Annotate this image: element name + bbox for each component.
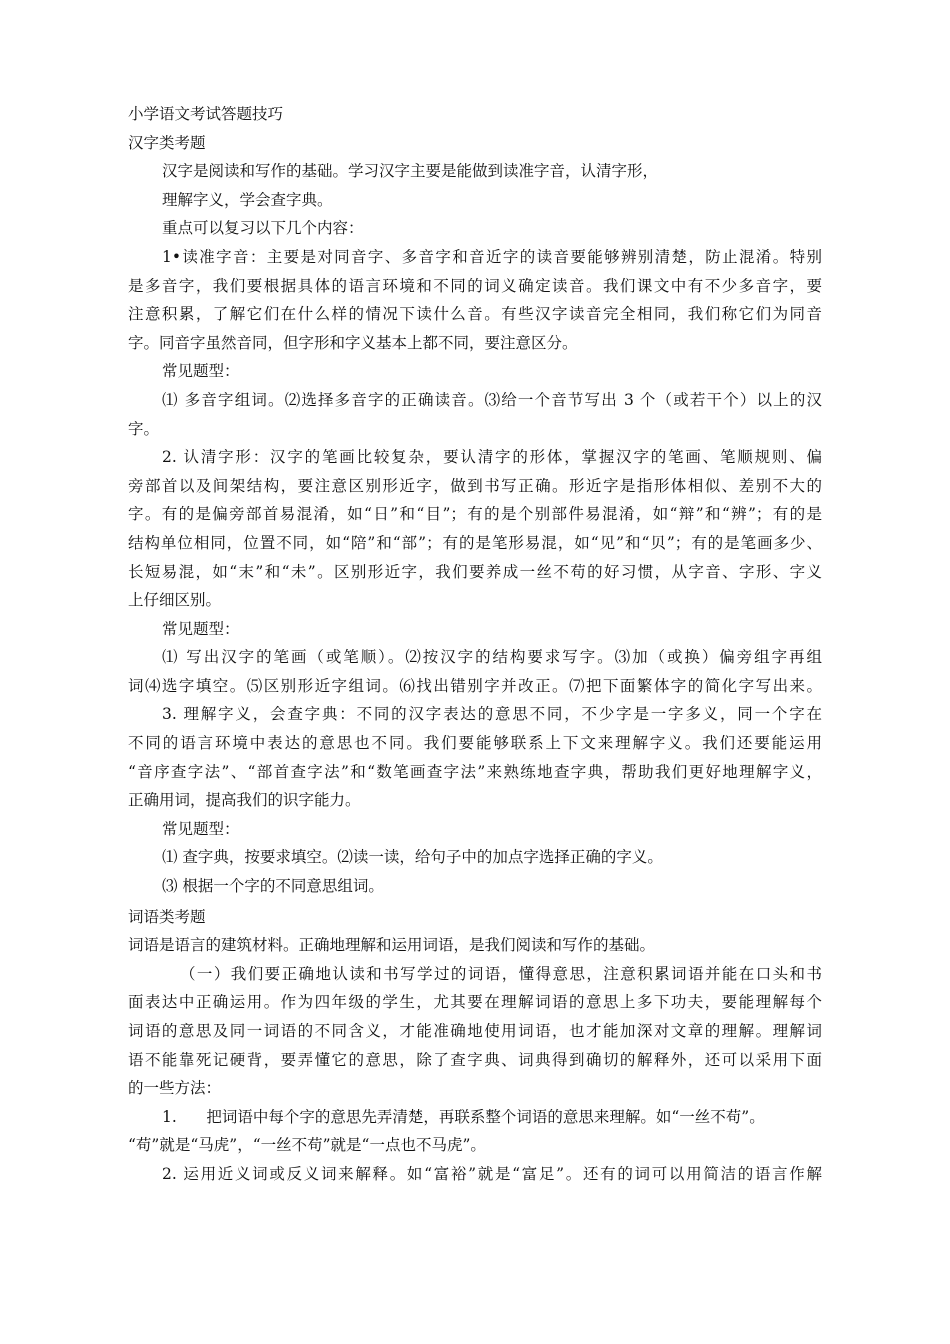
paragraph-line: 不同的语言环境中表达的意思也不同。我们要能够联系上下文来理解字义。我们还要能运用 xyxy=(128,734,822,753)
intro-line: 汉字是阅读和写作的基础。学习汉字主要是能做到读准字音，认清字形， xyxy=(162,162,659,181)
paragraph-line: “音序查字法”、“部首查字法”和“数笔画查字法”来熟练地查字典，帮助我们更好地理解字义， xyxy=(128,762,822,781)
common-types-label: 常见题型： xyxy=(162,619,240,638)
paragraph-line: 旁部首以及间架结构，要注意区别形近字，做到书写正确。形近字是指形体相似、差别不大的 xyxy=(128,476,822,495)
paragraph-line: 面表达中正确运用。作为四年级的学生，尤其要在理解词语的意思上多下功夫，要能理解每个 xyxy=(128,993,822,1012)
common-types-label: 常见题型： xyxy=(162,362,240,381)
paragraph-line: 注意积累，了解它们在什么样的情况下读什么音。有些汉字读音完全相同，我们称它们为同音 xyxy=(128,305,822,324)
paragraph-line: 字。有的是偏旁部首易混淆，如“日”和“目”；有的是个别部件易混淆，如“辩”和“辨”；有的是 xyxy=(128,505,822,524)
types-line: ⑶ 根据一个字的不同意思组词。 xyxy=(162,877,384,896)
paragraph-line: 语不能靠死记硬背，要弄懂它的意思，除了查字典、词典得到确切的解释外，还可以采用下面 xyxy=(128,1050,822,1069)
types-line: ⑴ 多音字组词。⑵选择多音字的正确读音。⑶给一个音节写出 3 个（或若干个）以上的汉 xyxy=(162,390,822,409)
paragraph-line: 1. 把词语中每个字的意思先弄清楚，再联系整个词语的意思来理解。如“一丝不苟”。 xyxy=(162,1107,765,1126)
document-title: 小学语文考试答题技巧 xyxy=(128,105,284,123)
types-line: ⑴ 写出汉字的笔画（或笔顺）。⑵按汉字的结构要求写字。⑶加（或换）偏旁组字再组 xyxy=(162,648,822,667)
intro-line: 理解字义，学会查字典。 xyxy=(162,190,333,209)
paragraph-line: 是多音字，我们要根据具体的语言环境和不同的词义确定读音。我们课文中有不少多音字，要 xyxy=(128,276,822,295)
paragraph-line: 2. 认清字形：汉字的笔画比较复杂，要认清字的形体，掌握汉字的笔画、笔顺规则、偏 xyxy=(162,448,822,467)
paragraph-line: 字。同音字虽然音同，但字形和字义基本上都不同，要注意区分。 xyxy=(128,333,578,352)
types-line: 字。 xyxy=(128,419,160,438)
paragraph-line: 3. 理解字义，会查字典：不同的汉字表达的意思不同，不少字是一字多义，同一个字在 xyxy=(162,705,822,724)
paragraph-line: “苟”就是“马虎”，“一丝不苟”就是“一点也不马虎”。 xyxy=(128,1136,486,1155)
section-intro: 词语是语言的建筑材料。正确地理解和运用词语，是我们阅读和写作的基础。 xyxy=(128,936,656,955)
paragraph-line: （一）我们要正确地认读和书写学过的词语，懂得意思，注意积累词语并能在口头和书 xyxy=(180,964,822,983)
types-line: 词⑷选字填空。⑸区别形近字组词。⑹找出错别字并改正。⑺把下面繁体字的简化字写出来。 xyxy=(128,676,822,695)
paragraph-line: 上仔细区别。 xyxy=(128,591,222,610)
paragraph-line: 结构单位相同，位置不同，如“陪”和“部”；有的是笔形易混，如“见”和“贝”；有的是笔画多少、 xyxy=(128,533,822,552)
review-line: 重点可以复习以下几个内容： xyxy=(162,219,364,238)
paragraph-line: 词语的意思及同一词语的不同含义，才能准确地使用词语，也才能加深对文章的理解。理解词 xyxy=(128,1022,822,1040)
paragraph-line: 2. 运用近义词或反义词来解释。如“富裕”就是“富足”。还有的词可以用简洁的语言作解 xyxy=(162,1164,822,1183)
paragraph-line: 1•读准字音：主要是对同音字、多音字和音近字的读音要能够辨别清楚，防止混淆。特别 xyxy=(162,247,822,266)
paragraph-line: 的一些方法： xyxy=(128,1079,222,1098)
paragraph-line: 正确用词，提高我们的识字能力。 xyxy=(128,791,361,810)
paragraph-line: 长短易混，如“末”和“未”。区别形近字，我们要养成一丝不苟的好习惯，从字音、字形、字义 xyxy=(128,562,822,581)
common-types-label: 常见题型： xyxy=(162,819,240,838)
section-heading-hanzi: 汉字类考题 xyxy=(128,133,206,152)
types-line: ⑴ 查字典，按要求填空。⑵读一读，给句子中的加点字选择正确的字义。 xyxy=(162,848,663,867)
section-heading-ciyu: 词语类考题 xyxy=(128,907,206,926)
